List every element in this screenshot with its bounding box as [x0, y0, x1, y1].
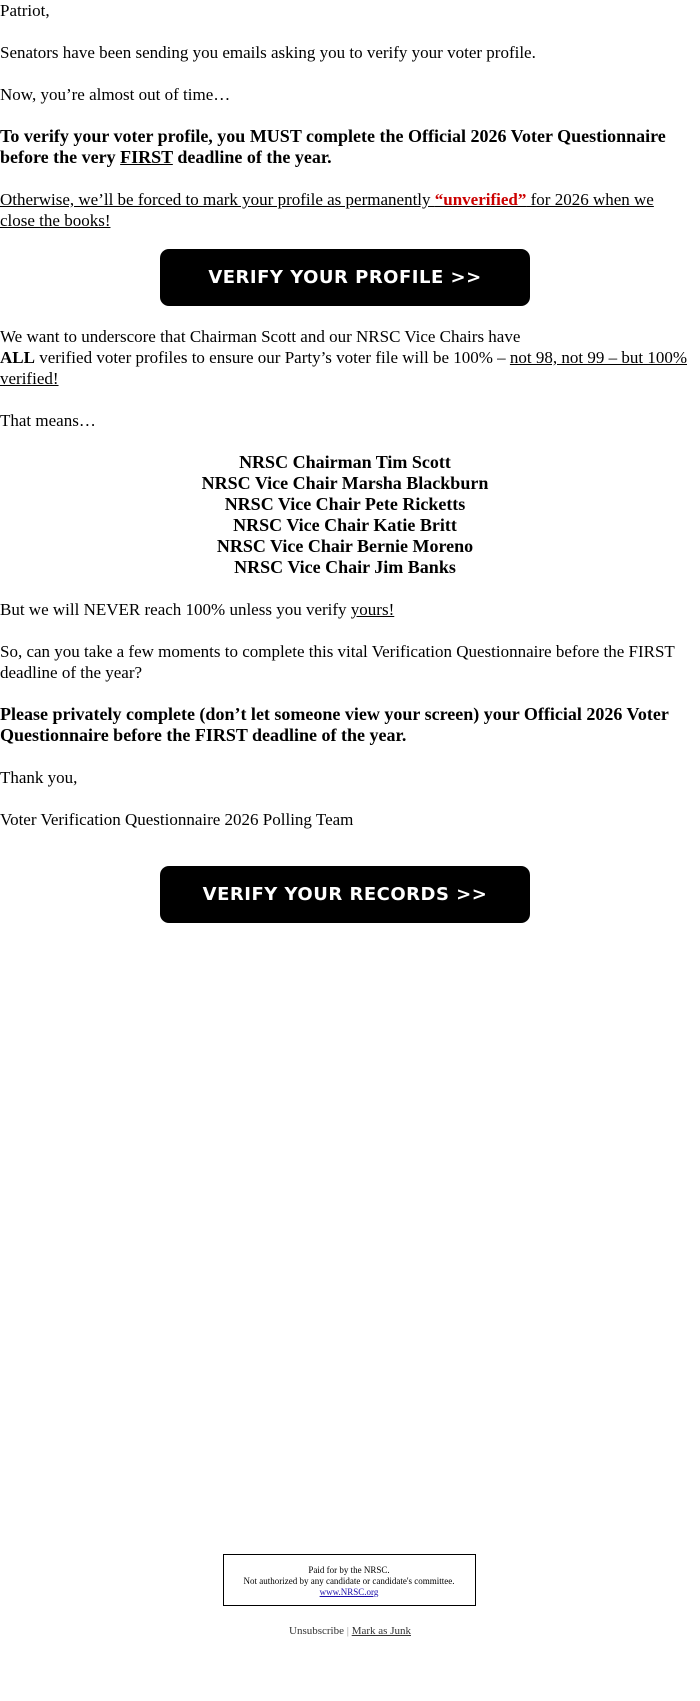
text-segment: verified voter profiles to ensure our Party’s voter file will be 100% –: [34, 348, 510, 367]
greeting: Patriot,: [0, 1, 50, 20]
unverified-emphasis: “unverified”: [434, 190, 527, 209]
disclaimer-container: [0, 1554, 700, 1606]
signature: Voter Verification Questionnaire 2026 Polling Team: [0, 810, 354, 829]
text-segment: To verify your voter profile, you MUST complete the Official 2026 Voter Questionnaire before the very: [0, 126, 666, 167]
text-segment: We want to underscore that Chairman Scott and our NRSC Vice Chairs have: [0, 327, 521, 346]
paragraph-time: Now, you’re almost out of time…: [0, 85, 231, 104]
cta-container: [0, 249, 690, 306]
paragraph-never: [0, 599, 690, 620]
list-item: NRSC Vice Chair Bernie Moreno: [216, 536, 474, 556]
all-emphasis: ALL: [0, 348, 35, 367]
unsubscribe-link[interactable]: Unsubscribe: [289, 1625, 344, 1637]
list-item: NRSC Vice Chair Pete Ricketts: [224, 494, 466, 514]
list-item: NRSC Vice Chair Jim Banks: [234, 557, 456, 577]
first-emphasis: FIRST: [120, 147, 173, 167]
paragraph-warning: [0, 189, 690, 231]
text-segment: Otherwise, we’ll be forced to mark your profile as permanently: [0, 190, 435, 209]
paragraph-underscore: [0, 326, 690, 389]
verify-records-button[interactable]: VERIFY YOUR RECORDS >>: [160, 866, 530, 923]
hundred-percent-emphasis: not 98, not 99 – but 100% verified!: [0, 348, 687, 388]
thanks: Thank you,: [0, 768, 78, 787]
footer-links: [0, 1625, 700, 1637]
list-item: NRSC Chairman Tim Scott: [239, 452, 451, 472]
separator: |: [346, 1625, 349, 1637]
paid-for-text: Paid for by the NRSC.: [308, 1565, 390, 1575]
text-segment: for 2026 when we close the books!: [0, 190, 654, 230]
paragraph-privately: Please privately complete (don’t let someone view your screen) your Official 2026 Voter Questionnaire before the FIRST deadline of the year.: [0, 704, 669, 745]
paragraph-intro: Senators have been sending you emails asking you to verify your voter profile.: [0, 43, 536, 62]
paragraph-that-means: That means…: [0, 411, 96, 430]
text-segment: But we will NEVER reach 100% unless you verify: [0, 600, 351, 619]
cta-container: [0, 866, 690, 923]
website-link[interactable]: www.NRSC.org: [319, 1587, 379, 1597]
not-authorized-text: Not authorized by any candidate or candidate's committee.: [243, 1576, 455, 1586]
mark-as-junk-link[interactable]: Mark as Junk: [351, 1625, 411, 1637]
disclaimer-box: [223, 1554, 476, 1606]
yours-emphasis: yours!: [350, 600, 395, 619]
list-item: NRSC Vice Chair Marsha Blackburn: [201, 473, 489, 493]
verify-profile-button[interactable]: VERIFY YOUR PROFILE >>: [160, 249, 530, 306]
paragraph-request: So, can you take a few moments to complete this vital Verification Questionnaire before the FIRST deadline of the year?: [0, 642, 675, 682]
vice-chairs-list: [0, 452, 690, 578]
paragraph-must-complete: [0, 126, 690, 168]
list-item: NRSC Vice Chair Katie Britt: [233, 515, 457, 535]
text-segment: deadline of the year.: [172, 147, 332, 167]
